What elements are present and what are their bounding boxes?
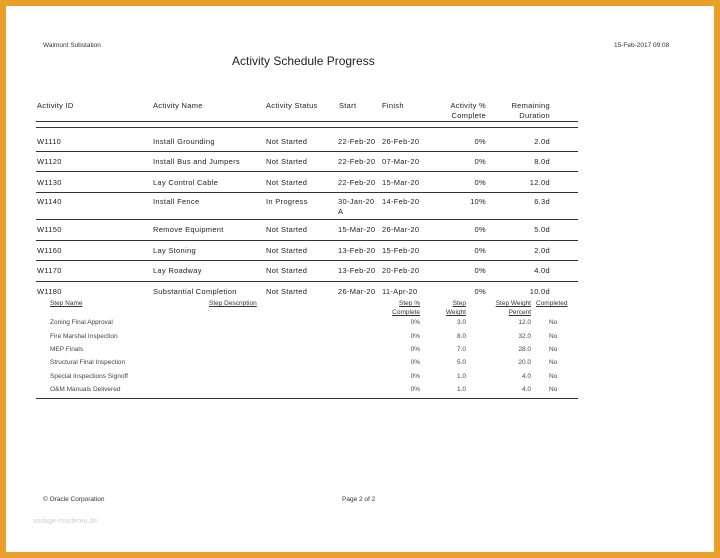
row-status: Not Started [266, 225, 308, 234]
row-status: Not Started [266, 266, 308, 275]
row-start: 13-Feb-20 [338, 266, 376, 275]
row-finish: 07-Mar-20 [382, 157, 420, 166]
steps-header-weight-2: Weight [445, 309, 466, 316]
step-weight: 1.0 [456, 386, 466, 393]
steps-header-name: Step Name [50, 300, 83, 307]
steps-header-completed: Completed [536, 300, 568, 307]
col-header-name: Activity Name [153, 101, 203, 110]
row-start: 30-Jan-20 [338, 197, 375, 206]
step-name: Structural Final Inspection [50, 359, 126, 366]
row-remaining: 6.3d [534, 197, 550, 206]
row-id: W1160 [37, 246, 62, 255]
step-completed: No [549, 346, 558, 353]
row-finish: 15-Feb-20 [382, 246, 420, 255]
steps-header-weight-1: Step [452, 300, 466, 307]
step-name: Special Inspections Signoff [50, 373, 128, 380]
step-pct: 0% [410, 359, 420, 366]
row-start: 22-Feb-20 [338, 178, 376, 187]
row-status: Not Started [266, 178, 308, 187]
steps-header-wpct-1: Step Weight [495, 300, 531, 307]
row-id: W1120 [37, 157, 62, 166]
step-name: O&M Manuals Delivered [50, 386, 121, 393]
row-id: W1180 [37, 287, 62, 296]
step-pct: 0% [410, 373, 420, 380]
row-pct: 0% [474, 137, 486, 146]
row-divider [36, 219, 578, 220]
row-pct: 0% [474, 287, 486, 296]
row-divider [36, 240, 578, 241]
row-pct: 10% [470, 197, 486, 206]
row-id: W1150 [37, 225, 62, 234]
report-page [6, 6, 714, 552]
row-name: Lay Roadway [153, 266, 202, 275]
col-header-finish: Finish [382, 101, 404, 110]
row-start: 13-Feb-20 [338, 246, 376, 255]
row-finish: 11-Apr-20 [382, 287, 418, 296]
row-status: Not Started [266, 157, 308, 166]
row-finish: 15-Mar-20 [382, 178, 420, 187]
row-remaining: 2.0d [534, 246, 550, 255]
col-header-rem-1: Remaining [511, 101, 550, 110]
step-completed: No [549, 333, 558, 340]
header-divider [36, 121, 578, 122]
step-weight-pct: 12.0 [518, 319, 531, 326]
step-weight-pct: 20.0 [518, 359, 531, 366]
row-finish: 26-Feb-20 [382, 137, 420, 146]
row-start: 22-Feb-20 [338, 137, 376, 146]
step-weight-pct: 32.0 [518, 333, 531, 340]
row-remaining: 10.0d [529, 287, 550, 296]
row-pct: 0% [474, 246, 486, 255]
footer-copyright: © Oracle Corporation [43, 496, 105, 503]
col-header-start: Start [339, 101, 357, 110]
row-divider [36, 281, 578, 282]
row-start: 15-Mar-20 [338, 225, 376, 234]
row-divider [36, 192, 578, 193]
row-start-actual-flag: A [338, 207, 344, 216]
step-completed: No [549, 373, 558, 380]
step-weight-pct: 28.0 [518, 346, 531, 353]
row-pct: 0% [474, 225, 486, 234]
page-title: Activity Schedule Progress [232, 54, 375, 68]
row-id: W1170 [37, 266, 62, 275]
row-id: W1110 [37, 137, 62, 146]
col-header-id: Activity ID [37, 101, 74, 110]
row-remaining: 5.0d [534, 225, 550, 234]
footer-page-number: Page 2 of 2 [342, 496, 376, 503]
row-name: Install Grounding [153, 137, 215, 146]
step-weight: 7.0 [456, 346, 466, 353]
step-weight-pct: 4.0 [521, 373, 531, 380]
row-name: Lay Stoning [153, 246, 196, 255]
row-status: Not Started [266, 137, 308, 146]
row-status: Not Started [266, 287, 308, 296]
row-divider [36, 151, 578, 152]
row-divider [36, 260, 578, 261]
step-weight: 3.0 [456, 319, 466, 326]
step-pct: 0% [410, 386, 420, 393]
step-name: MEP Finals [50, 346, 84, 353]
row-finish: 14-Feb-20 [382, 197, 420, 206]
row-divider [36, 171, 578, 172]
steps-header-description: Step Description [209, 300, 257, 307]
step-name: Zoning Final Approval [50, 319, 113, 326]
report-timestamp: 15-Feb-2017 09:08 [614, 42, 670, 49]
row-remaining: 2.0d [534, 137, 550, 146]
row-pct: 0% [474, 178, 486, 187]
row-pct: 0% [474, 157, 486, 166]
row-pct: 0% [474, 266, 486, 275]
row-finish: 26-Mar-20 [382, 225, 420, 234]
steps-header-wpct-2: Percent [508, 309, 531, 316]
company-name: Walmont Substation [43, 42, 101, 49]
step-pct: 0% [410, 346, 420, 353]
row-name: Install Bus and Jumpers [153, 157, 240, 166]
row-status: Not Started [266, 246, 308, 255]
row-id: W1130 [37, 178, 62, 187]
steps-header-pct-1: Step % [399, 300, 420, 307]
row-finish: 20-Feb-20 [382, 266, 420, 275]
row-remaining: 4.0d [534, 266, 550, 275]
row-remaining: 8.0d [534, 157, 550, 166]
row-id: W1140 [37, 197, 62, 206]
steps-header-pct-2: Complete [392, 309, 420, 316]
table-bottom-divider [36, 398, 578, 399]
watermark: vorlage-mustereu.de [33, 518, 98, 525]
step-weight: 8.0 [456, 333, 466, 340]
row-name: Lay Control Cable [153, 178, 219, 187]
col-header-pct-1: Activity % [450, 101, 486, 110]
step-completed: No [549, 319, 558, 326]
step-pct: 0% [410, 319, 420, 326]
col-header-pct-2: Complete [451, 111, 486, 120]
step-weight: 1.0 [456, 373, 466, 380]
step-completed: No [549, 359, 558, 366]
row-name: Substantial Completion [153, 287, 237, 296]
step-weight: 5.0 [456, 359, 466, 366]
col-header-rem-2: Duration [519, 111, 550, 120]
row-start: 22-Feb-20 [338, 157, 376, 166]
step-completed: No [549, 386, 558, 393]
row-remaining: 12.0d [529, 178, 550, 187]
row-start: 26-Mar-20 [338, 287, 376, 296]
row-status: In Progress [266, 197, 308, 206]
step-pct: 0% [410, 333, 420, 340]
row-name: Install Fence [153, 197, 200, 206]
step-weight-pct: 4.0 [521, 386, 531, 393]
row-name: Remove Equipment [153, 225, 224, 234]
col-header-status: Activity Status [266, 101, 318, 110]
header-divider-2 [36, 127, 578, 128]
step-name: Fire Marshal Inspection [50, 333, 118, 340]
